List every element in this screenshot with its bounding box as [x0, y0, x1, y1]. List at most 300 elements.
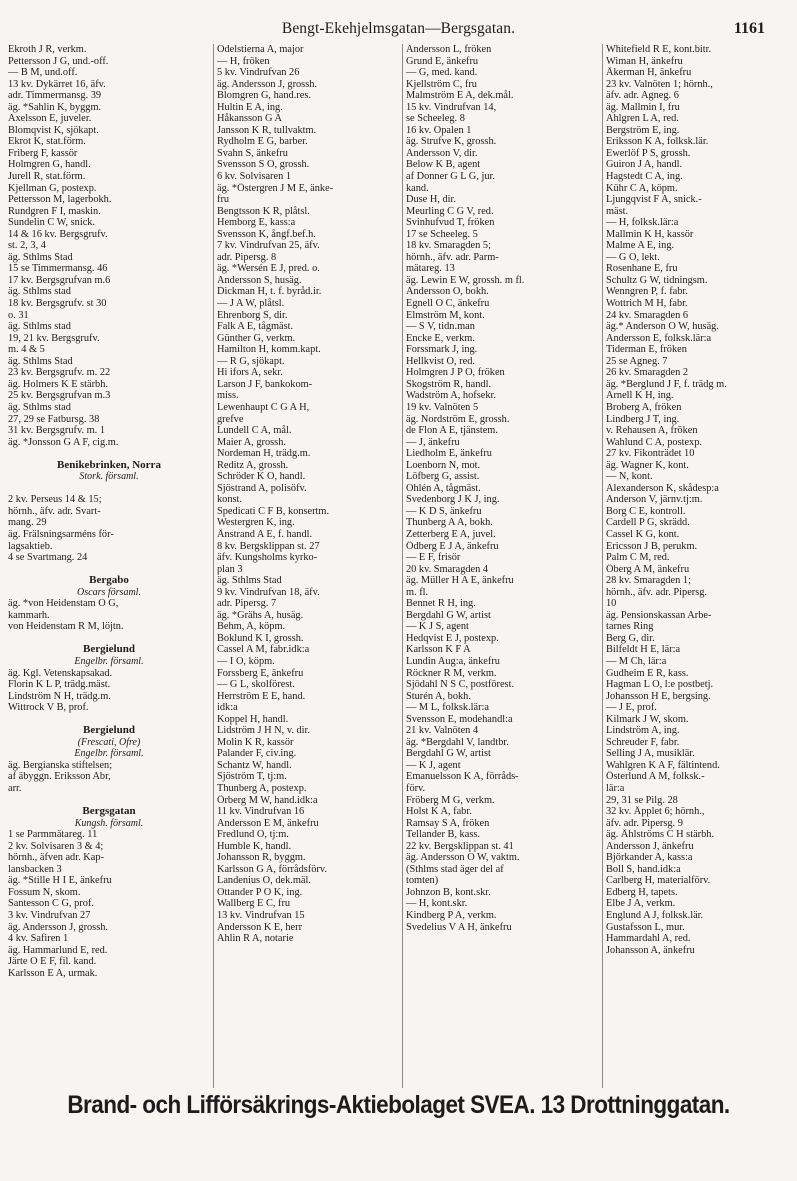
entry-line: Boklund K I, grossh.: [217, 632, 304, 644]
entry-line: äg. *Berglund J F, f. trädg m.: [606, 378, 727, 390]
entry-line: Fossum N, skom.: [8, 886, 81, 898]
entry-line: — R G, sjökapt.: [217, 355, 285, 367]
entry-line: Wottrich M H, fabr.: [606, 298, 688, 310]
entry-line: Bengtsson K R, plåtsl.: [217, 205, 310, 217]
entry-line: äg. *Östergren J M E, änke-: [217, 182, 334, 194]
entry-line: 18 kv. Smaragden 5;: [406, 240, 491, 252]
entry-line: 27, 29 se Fatbursg. 38: [8, 413, 100, 425]
entry-line: 23 kv. Bergsgrufv. m. 22: [8, 367, 111, 379]
entry-line: Karlsson E A, urmak.: [8, 967, 98, 979]
entry-line: Johnzon B, kont.skr.: [406, 886, 491, 898]
entry-line: hörnh., äfv. adr. Pipersg.: [606, 586, 708, 598]
entry-line: Ramsay S A, fröken: [406, 817, 490, 829]
entry-line: Gudheim E R, kass.: [606, 667, 689, 679]
entry-line: 29, 31 se Pilg. 28: [606, 794, 678, 806]
entry-line: Kjellström C, fru: [406, 78, 477, 90]
entry-line: äg. *Bergdahl V, landtbr.: [406, 736, 509, 748]
entry-line: Löfberg G, assist.: [406, 471, 480, 483]
entry-line: Andersson O, bokh.: [406, 286, 489, 298]
entry-line: Andersson E M, änkefru: [217, 817, 319, 829]
entry-line: 1 se Parmmätareg. 11: [8, 829, 98, 841]
entry-line: Lidström J H N, v. dir.: [217, 725, 310, 737]
column-4: [602, 44, 794, 1088]
parish-subheading: Engelbr. församl.: [74, 655, 144, 667]
entry-line: kand.: [406, 182, 429, 194]
entry-line: Bergdahl G W, artist: [406, 748, 491, 760]
entry-line: Lindström A, ing.: [606, 725, 680, 737]
entry-line: Eriksson K A, folksk.lär.: [606, 136, 709, 148]
entry-line: äfv. Kungsholms kyrko-: [217, 552, 318, 564]
entry-line: Svedelius V A H, änkefru: [406, 921, 512, 933]
entry-line: Thunberg A A, bokh.: [406, 517, 493, 529]
entry-line: Andersson S, husäg.: [217, 274, 302, 286]
entry-line: Fredlund O, tj:m.: [217, 829, 289, 841]
entry-line: Ekroth J R, verkm.: [8, 44, 87, 55]
entry-line: Florin K L P, trädg.mäst.: [8, 679, 111, 691]
entry-line: Palander F, civ.ing.: [217, 748, 297, 760]
entry-line: 10: [606, 598, 617, 610]
entry-line: äg. Sthlms Stad: [8, 355, 73, 367]
entry-line: Ahlin R A, notarie: [217, 933, 294, 945]
parish-subheading: Stork. församl.: [79, 471, 139, 483]
entry-line: förv.: [406, 783, 426, 794]
entry-line: adr. Timmermansg. 39: [8, 90, 102, 102]
entry-line: Ånstrand A E, f. handl.: [217, 528, 313, 540]
entry-line: Rydholm E G, barber.: [217, 136, 308, 148]
entry-line: — G L, skolförest.: [217, 679, 295, 691]
entry-line: Holmgren J P O, fröken: [406, 367, 505, 379]
entry-line: 19 kv. Valnöten 5: [406, 401, 479, 413]
entry-line: adr. Pipersg. 7: [217, 598, 277, 610]
entry-line: 2 kv. Solvisaren 3 & 4;: [8, 840, 104, 852]
entry-line: hörnh., äfven adr. Kap-: [8, 852, 104, 864]
entry-line: Andersson V, dir.: [406, 147, 478, 159]
entry-line: Österlund A M, folksk.-: [606, 771, 705, 783]
entry-line: Sundelin C W, snick.: [8, 217, 96, 229]
entry-line: — G O, lekt.: [606, 251, 660, 263]
entry-line: Hellkvist O, red.: [406, 355, 475, 367]
entry-line: Tiderman E, fröken: [606, 344, 687, 356]
entry-line: Meurling C G V, red.: [406, 205, 494, 217]
spacer: [8, 633, 210, 645]
entry-line: Thunberg A, postexp.: [217, 783, 307, 794]
entry-line: Emanuelsson K A, förråds-: [406, 771, 519, 783]
entry-line: Jansson K R, tullvaktm.: [217, 124, 317, 136]
entry-line: Hultin E A, ing.: [217, 101, 283, 113]
entry-line: Maier A, grossh.: [217, 436, 286, 448]
entry-line: — E F, frisör: [406, 552, 461, 564]
entry-line: Liedholm E, änkefru: [406, 448, 492, 460]
entry-line: äg. Frälsningsarméns för-: [8, 528, 114, 540]
entry-line: äg. Sthlms Stad: [217, 575, 282, 587]
entry-line: Reditz A, grossh.: [217, 459, 289, 471]
entry-line: Hagstedt C A, ing.: [606, 171, 683, 183]
entry-line: Skogström R, handl.: [406, 378, 492, 390]
entry-line: — H, folksk.lär:a: [606, 217, 679, 229]
entry-line: Landenius O, dek.mäl.: [217, 875, 311, 887]
entry-line: Ohlén A, tågmäst.: [406, 482, 481, 494]
entry-line: 21 kv. Valnöten 4: [406, 725, 479, 737]
street-heading: Bergabo: [89, 575, 129, 587]
entry-line: Sjöstrand A, polisöfv.: [217, 482, 307, 494]
entry-line: Hagman L O, l:e postbetj.: [606, 679, 714, 691]
entry-line: 27 kv. Fikonträdet 10: [606, 448, 695, 460]
entry-line: Sjödahl N S C, postförest.: [406, 679, 515, 691]
entry-line: — N, kont.: [606, 471, 653, 483]
entry-line: Palm C M, red.: [606, 552, 670, 564]
entry-line: äg. *von Heidenstam O G,: [8, 598, 119, 610]
entry-line: Encke E, verkm.: [406, 332, 475, 344]
entry-line: Svedenborg J K J, ing.: [406, 494, 500, 506]
entry-line: — G, med. kand.: [406, 67, 478, 79]
entry-line: — J, änkefru: [406, 436, 460, 448]
entry-line: äg.* Anderson O W, husäg.: [606, 321, 719, 333]
entry-line: Falk A E, tågmäst.: [217, 321, 294, 333]
entry-line: de Flon A E, tjänstem.: [406, 425, 498, 437]
entry-line: Kindberg P A, verkm.: [406, 910, 497, 922]
entry-line: Kühr C A, köpm.: [606, 182, 678, 194]
entry-line: — B M, und.off.: [8, 67, 78, 79]
entry-line: äg. Andersson J, grossh.: [8, 921, 108, 933]
entry-line: äg. Sthlms Stad: [8, 251, 73, 263]
entry-line: Schreuder F, fabr.: [606, 736, 680, 748]
entry-line: 31 kv. Bergsgrufv. m. 1: [8, 425, 106, 437]
entry-line: Bilfeldt H E, lär:a: [606, 644, 681, 656]
entry-line: Schröder K O, handl.: [217, 471, 306, 483]
street-heading: Benikebrinken, Norra: [57, 459, 161, 471]
entry-line: Svensson S O, grossh.: [217, 159, 310, 171]
entry-line: Spedicati C F B, konsertm.: [217, 505, 330, 517]
column-2: [213, 44, 402, 1088]
entry-line: Ödberg E J A, änkefru: [406, 540, 499, 552]
entry-line: Grund E, änkefru: [406, 55, 479, 67]
entry-line: Edberg H, tapets.: [606, 886, 678, 898]
entry-line: Gustafsson L, mur.: [606, 921, 685, 933]
entry-line: 15 kv. Vindrufvan 14,: [406, 101, 497, 113]
entry-line: 19, 21 kv. Bergsgrufv.: [8, 332, 100, 344]
entry-line: Lundin Aug:a, änkefru: [406, 655, 500, 667]
entry-line: äg. Mallmin I, fru: [606, 101, 680, 113]
entry-line: Blomgren G, hand.res.: [217, 90, 311, 102]
entry-line: Wenngren P, f. fabr.: [606, 286, 688, 298]
spacer: [8, 483, 210, 495]
entry-line: Alexanderson K, skådesp:a: [606, 482, 719, 494]
entry-line: Lindström N H, trädg.m.: [8, 690, 111, 702]
entry-line: — K D S, änkefru: [406, 505, 482, 517]
entry-line: m. 4 & 5: [8, 344, 45, 356]
entry-line: Molin K R, kassör: [217, 736, 294, 748]
entry-line: Holst K A, fabr.: [406, 806, 472, 818]
entry-line: 17 se Scheeleg. 5: [406, 228, 478, 240]
entry-line: äg. Sthlms stad: [8, 286, 71, 298]
entry-line: äg. Pensionskassan Arbe-: [606, 609, 712, 621]
entry-line: — J A W, plåtsl.: [217, 298, 285, 310]
entry-line: 28 kv. Smaragden 1;: [606, 575, 691, 587]
entry-line: Humble K, handl.: [217, 840, 292, 852]
entry-line: Loenborn N, mot.: [406, 459, 481, 471]
entry-line: 25 kv. Bergsgrufvan m.3: [8, 390, 111, 402]
entry-line: Westergren K, ing.: [217, 517, 295, 529]
parish-subheading: Kungsh. församl.: [74, 817, 144, 829]
entry-line: Axelsson E, juveler.: [8, 113, 92, 125]
entry-line: 20 kv. Smaragden 4: [406, 563, 489, 575]
entry-line: 7 kv. Vindrufvan 25, äfv.: [217, 240, 320, 252]
entry-line: äg. Müller H A E, änkefru: [406, 575, 514, 587]
entry-line: — S V, tidn.man: [406, 321, 475, 333]
entry-line: 14 & 16 kv. Bergsgrufv.: [8, 228, 108, 240]
entry-line: 11 kv. Vindrufvan 16: [217, 806, 305, 818]
entry-line: lär:a: [606, 783, 625, 794]
entry-line: Johansson A, änkefru: [606, 944, 695, 956]
entry-line: 17 kv. Bergsgrufvan m.6: [8, 274, 111, 286]
entry-line: Ericsson J B, perukm.: [606, 540, 698, 552]
column-3: [402, 44, 602, 1088]
entry-line: 2 kv. Perseus 14 & 15;: [8, 494, 102, 506]
entry-line: Svahn S, änkefru: [217, 147, 288, 159]
entry-line: 9 kv. Vindrufvan 18, äfv.: [217, 586, 320, 598]
entry-line: Örberg M W, hand.idk:a: [217, 794, 318, 806]
entry-line: Behm, A, köpm.: [217, 621, 286, 633]
entry-line: Mallmin K H, kassör: [606, 228, 694, 240]
entry-line: Wittrock V B, prof.: [8, 702, 89, 714]
street-heading: Bergielund: [83, 644, 135, 656]
page-header: [0, 20, 797, 42]
entry-line: Andersson J, änkefru: [606, 840, 694, 852]
parish-subheading: Engelbr. församl.: [74, 748, 144, 760]
entry-line: Wallberg E C, fru: [217, 898, 291, 910]
entry-line: plan 3: [217, 563, 243, 575]
entry-line: Herrström E E, hand.: [217, 690, 306, 702]
entry-line: Arnell K H, ing.: [606, 390, 674, 402]
street-heading: Bergielund: [83, 725, 135, 737]
page-number: 1161: [733, 20, 765, 37]
entry-line: mätareg. 13: [406, 263, 455, 275]
entry-line: äfv. adr. Pipersg. 9: [606, 817, 683, 829]
entry-line: Hamilton H, komm.kapt.: [217, 344, 321, 356]
entry-line: 22 kv. Bergsklippan st. 41: [406, 840, 514, 852]
entry-line: Svensson E, modehandl:a: [406, 713, 513, 725]
entry-line: Anderson V, järnv.tj:m.: [606, 494, 703, 506]
entry-line: äg. Bergianska stiftelsen;: [8, 759, 113, 771]
entry-line: — H, kont.skr.: [406, 898, 468, 910]
entry-line: äg. Andersson J, grossh.: [217, 78, 317, 90]
spacer: [8, 564, 210, 576]
entry-line: tarnes Ring: [606, 621, 654, 633]
directory-columns: [8, 44, 794, 1088]
entry-line: af Donner G L G, jur.: [406, 171, 495, 183]
entry-line: Berg G, dir.: [606, 632, 655, 644]
entry-line: Cassel A M, fabr.idk:a: [217, 644, 310, 656]
running-title: Bengt-Ekehjelmsgatan—Bergsgatan.: [281, 20, 516, 37]
entry-line: 15 se Timmermansg. 46: [8, 263, 108, 275]
parish-subheading: (Frescati, Öfre): [77, 736, 141, 748]
entry-line: Ekrot K, stat.förm.: [8, 136, 86, 148]
entry-line: Forssberg E, änkefru: [217, 667, 304, 679]
entry-line: Karlsson K F A: [406, 644, 471, 656]
entry-line: — M Ch, lär:a: [606, 655, 667, 667]
entry-line: Broberg A, fröken: [606, 401, 682, 413]
entry-line: 4 se Svartmang. 24: [8, 552, 88, 564]
entry-line: äg. Holmers K E stärbh.: [8, 378, 108, 390]
entry-line: Hedqvist E J, postexp.: [406, 632, 499, 644]
entry-line: 24 kv. Smaragden 6: [606, 309, 689, 321]
entry-line: (Sthlms stad äger del af: [406, 863, 504, 875]
entry-line: Bennet R H, ing.: [406, 598, 476, 610]
entry-line: Fröberg M G, verkm.: [406, 794, 495, 806]
entry-line: 32 kv. Äpplet 6; hörnh.,: [606, 806, 705, 818]
entry-line: Blomqvist K, sjökapt.: [8, 124, 99, 136]
entry-line: 25 se Agneg. 7: [606, 355, 668, 367]
entry-line: Ewerlöf P S, grossh.: [606, 147, 691, 159]
entry-line: adr. Pipersg. 8: [217, 251, 277, 263]
entry-line: Larson J F, bankokom-: [217, 378, 313, 390]
entry-line: konst.: [217, 494, 243, 506]
entry-line: lansbacken 3: [8, 863, 62, 875]
entry-line: arr.: [8, 783, 22, 794]
entry-line: Duse H, dir.: [406, 194, 456, 206]
entry-line: Öberg A M, änkefru: [606, 563, 690, 575]
entry-line: Andersson K E, herr: [217, 921, 303, 933]
entry-line: Rosenhane E, fru: [606, 263, 678, 275]
advertisement-footer: Brand- och Lifförsäkrings-Aktiebolaget SVEA. 13 Drottninggatan.: [67, 1091, 730, 1119]
entry-line: äg. *Jonsson G A F, cig.m.: [8, 436, 119, 448]
entry-line: 23 kv. Valnöten 1; hörnh.,: [606, 78, 713, 90]
entry-line: Lundell C A, mål.: [217, 425, 292, 437]
entry-line: Forssmark J, ing.: [406, 344, 478, 356]
entry-line: — H, fröken: [217, 55, 270, 67]
entry-line: Ottander P O K, ing.: [217, 886, 303, 898]
entry-line: Borg C E, kontroll.: [606, 505, 686, 517]
entry-line: äg. *Grähs A, husäg.: [217, 609, 304, 621]
entry-line: hörnh., äfv. adr. Parm-: [406, 251, 499, 263]
entry-line: Odelstierna A, major: [217, 44, 304, 55]
entry-line: Karlsson G A, förrådsförv.: [217, 863, 327, 875]
entry-line: von Heidenstam R M, löjtn.: [8, 621, 124, 633]
entry-line: Tellander B, kass.: [406, 829, 480, 841]
entry-line: Wahlgren K A F, fältintend.: [606, 759, 720, 771]
entry-line: 26 kv. Smaragden 2: [606, 367, 689, 379]
entry-line: Selling J A, musiklär.: [606, 748, 695, 760]
entry-line: Santesson C G, prof.: [8, 898, 94, 910]
entry-line: äg. Sthlms stad: [8, 321, 71, 333]
entry-line: Guiron J A, handl.: [606, 159, 683, 171]
entry-line: idk:a: [217, 702, 238, 714]
entry-line: Andersson E, folksk.lär:a: [606, 332, 712, 344]
entry-line: 3 kv. Vindrufvan 27: [8, 910, 91, 922]
entry-line: Schantz W, handl.: [217, 759, 292, 771]
entry-line: Ahlgren L A, red.: [606, 113, 679, 125]
spacer: [8, 795, 210, 807]
entry-line: — M L, folksk.lär:a: [406, 702, 490, 714]
entry-line: af äbyggn. Eriksson Abr,: [8, 771, 111, 783]
entry-line: miss.: [217, 390, 239, 402]
spacer: [8, 714, 210, 726]
entry-line: Wadström A, hofsekr.: [406, 390, 496, 402]
entry-line: 5 kv. Vindrufvan 26: [217, 67, 300, 79]
entry-line: o. 31: [8, 309, 29, 321]
entry-line: Sjöström T, tj:m.: [217, 771, 287, 783]
entry-line: äg. Strufve K, grossh.: [406, 136, 497, 148]
entry-line: äg. Nordström E, grossh.: [406, 413, 510, 425]
entry-line: Malme A E, ing.: [606, 240, 675, 252]
entry-line: 8 kv. Bergsklippan st. 27: [217, 540, 320, 552]
entry-line: Nordeman H, trädg.m.: [217, 448, 311, 460]
entry-line: Friberg F, kassör: [8, 147, 78, 159]
entry-line: Bergström E, ing.: [606, 124, 680, 136]
entry-line: v. Rehausen A, fröken: [606, 425, 698, 437]
entry-line: m. fl.: [406, 586, 429, 598]
entry-line: Rundgren F I, maskin.: [8, 205, 101, 217]
entry-line: äg. *Sahlin K, byggm.: [8, 101, 102, 113]
entry-line: Günther G, verkm.: [217, 332, 296, 344]
entry-line: Malmström E A, dek.mål.: [406, 90, 514, 102]
entry-line: fru: [217, 194, 230, 206]
entry-line: Kilmark J W, skom.: [606, 713, 689, 725]
entry-line: — I O, köpm.: [217, 655, 275, 667]
entry-line: Lindberg J T, ing.: [606, 413, 680, 425]
entry-line: Kjellman G, postexp.: [8, 182, 97, 194]
entry-line: äg. Andersson O W, vaktm.: [406, 852, 520, 864]
entry-line: Elbe J A, verkm.: [606, 898, 676, 910]
entry-line: äfv. adr. Agneg. 6: [606, 90, 679, 102]
entry-line: hörnh., äfv. adr. Svart-: [8, 505, 101, 517]
entry-line: Pettersson J G, und.-off.: [8, 55, 109, 67]
entry-line: Bergdahl G W, artist: [406, 609, 491, 621]
parish-subheading: Oscars församl.: [77, 586, 141, 598]
entry-line: Hemborg E, kass:a: [217, 217, 296, 229]
entry-line: se Scheeleg. 8: [406, 113, 465, 125]
entry-line: Jurell R, stat.förm.: [8, 171, 86, 183]
entry-line: Egnell O C, änkefru: [406, 298, 490, 310]
entry-line: äg. Hammarlund E, red.: [8, 944, 108, 956]
entry-line: Hammardahl A, red.: [606, 933, 691, 945]
entry-line: Åkerman H, änkefru: [606, 67, 692, 79]
entry-line: 13 kv. Dykärret 16, äfv.: [8, 78, 106, 90]
entry-line: Andersson L, fröken: [406, 44, 492, 55]
entry-line: äg. *Wersén E J, pred. o.: [217, 263, 320, 275]
entry-line: Wiman H, änkefru: [606, 55, 683, 67]
entry-line: 4 kv. Safiren 1: [8, 933, 69, 945]
entry-line: kammarh.: [8, 609, 50, 621]
entry-line: 13 kv. Vindrufvan 15: [217, 910, 305, 922]
entry-line: äg. Lewin E W, grossh. m fl.: [406, 274, 525, 286]
entry-line: — J E, prof.: [606, 702, 657, 714]
entry-line: Johansson R, byggm.: [217, 852, 306, 864]
entry-line: Dickman H, t. f. byråd.ir.: [217, 286, 322, 298]
entry-line: Carlberg H, materialförv.: [606, 875, 711, 887]
entry-line: Elmström M, kont.: [406, 309, 485, 321]
entry-line: Ljungqvist F A, snick.-: [606, 194, 702, 206]
entry-line: äg. Sthlms stad: [8, 401, 71, 413]
entry-line: st. 2, 3, 4: [8, 240, 46, 252]
entry-line: Wahlund C A, postexp.: [606, 436, 702, 448]
entry-line: Below K B, agent: [406, 159, 481, 171]
entry-line: Ehrenborg S, dir.: [217, 309, 288, 321]
entry-line: Cassel K G, kont.: [606, 528, 680, 540]
entry-line: Boll S, hand.idk:a: [606, 863, 681, 875]
entry-line: tomten): [406, 875, 439, 887]
entry-line: 18 kv. Bergsgrufv. st 30: [8, 298, 107, 310]
entry-line: Svinhufvud T, fröken: [406, 217, 495, 229]
entry-line: äg. Åhlströms C H stärbh.: [606, 829, 715, 841]
entry-line: äg. Kgl. Vetenskapsakad.: [8, 667, 113, 679]
spacer: [8, 448, 210, 460]
entry-line: äg. *Stille H I E, änkefru: [8, 875, 112, 887]
entry-line: — K J S, agent: [406, 621, 469, 633]
entry-line: äg. Wagner K, kont.: [606, 459, 689, 471]
entry-line: grefve: [217, 413, 244, 425]
entry-line: Koppel H, handl.: [217, 713, 289, 725]
